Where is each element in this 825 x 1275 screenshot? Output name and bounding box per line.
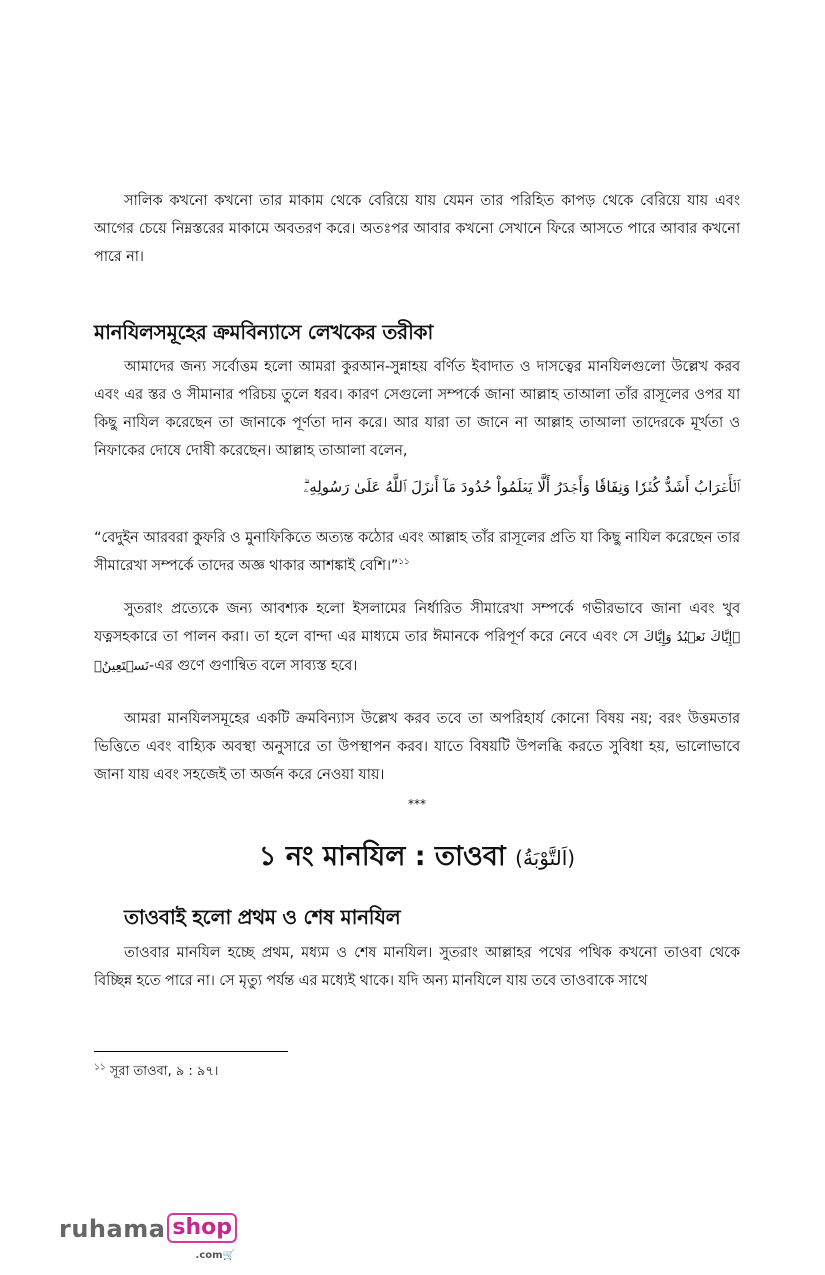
section-heading-tawba-first: তাওবাই হলো প্রথম ও শেষ মানযিল xyxy=(124,905,401,929)
paragraph-verse-translation xyxy=(94,524,740,580)
paragraph-boundaries xyxy=(94,595,740,681)
footnote-divider xyxy=(94,1051,288,1052)
paragraph-text-end: -এর গুণে গুণান্বিত বলে সাব্যস্ত হবে। xyxy=(148,657,358,674)
footnote xyxy=(94,1062,218,1083)
paragraph-best-approach: আমাদের জন্য সর্বোত্তম হলো আমরা কুরআন-সুন্নাহয় বর্ণিত ইবাদাত ও দাসত্বের মানযিলগুলো উল্লেখ করব এবং এর স্তর ও সীমানার পরিচয় তুলে ধরব। কারণ সেগুলো সম্পর্কে জানা আল্লাহ তাআলা তাঁর রাসূলের ওপর যা কিছু নাযিল করেছেন তা জানাকে পূর্ণতা দান করে। আর যারা তা জানে না আল্লাহ তাআলা তাদেরকে মূর্খতা ও নিফাকের দোষে দোষী করেছেন। আল্লাহ তাআলা বলেন, xyxy=(94,358,740,459)
logo-text-shop xyxy=(167,1213,237,1261)
chapter-title-arabic: (اَلتَّوْبَةُ) xyxy=(515,846,576,870)
translation-text: “বেদুইন আরবরা কুফরি ও মুনাফিকিতে অত্যন্ত কঠোর এবং আল্লাহ তাঁর রাসূলের প্রতি যা কিছু নাযিল করেছেন তার সীমারেখা সম্পর্কে তাদের অজ্ঞ থাকার আশঙ্কাই বেশি।” xyxy=(94,529,740,574)
paragraph-order: আমরা মানযিলসমূহের একটি ক্রমবিন্যাস উল্লেখ করব তবে তা অপরিহার্য কোনো বিষয় নয়; বরং উত্তমতার ভিত্তিতে এবং বাহ্যিক অবস্থা অনুসারে তা উপস্থাপন করব। যাতে বিষয়টি উপলব্ধি করতে সুবিধা হয়, ভালোভাবে জানা যায় এবং সহজেই তা অর্জন করে নেওয়া যায়। xyxy=(94,710,740,783)
ruhamashop-logo xyxy=(59,1213,237,1261)
arabic-quote: ﴿إِيَّاكَ نَعۡبُدُ وَإِيَّاكَ نَسۡتَعِينُ﴾ xyxy=(94,630,740,674)
section-separator: *** xyxy=(408,797,426,811)
footnote-text: সূরা তাওবা, ৯ : ৯৭। xyxy=(109,1064,219,1079)
section-heading-author-method: মানযিলসমূহের ক্রমবিন্যাসে লেখকের তরীকা xyxy=(94,320,434,344)
cart-icon: 🛒 xyxy=(222,1250,236,1261)
footnote-ref[interactable]: ১১ xyxy=(398,557,410,568)
chapter-title xyxy=(94,836,740,881)
footnote-number: ১১ xyxy=(94,1062,106,1073)
logo-domain xyxy=(196,1243,235,1269)
logo-shop-word: shop xyxy=(172,1215,233,1240)
paragraph-text: সুতরাং প্রত্যেকে জন্য আবশ্যক হলো ইসলামের নির্ধারিত সীমারেখা সম্পর্কে গভীরভাবে জানা এবং খুব যত্নসহকারে তা পালন করা। তা হলে বান্দা এর মাধ্যমে তার ঈমানকে পরিপূর্ণ করে নেবে এবং সে xyxy=(94,600,740,645)
chapter-title-text: ১ নং মানযিল : তাওবা xyxy=(258,841,506,872)
paragraph-salik: সালিক কখনো কখনো তার মাকাম থেকে বেরিয়ে যায় যেমন তার পরিহিত কাপড় থেকে বেরিয়ে যায় এবং আগের চেয়ে নিম্নস্তরের মাকামে অবতরণ করে। অতঃপর আবার কখনো সেখানে ফিরে আসতে পারে আবার কখনো পারে না। xyxy=(94,192,740,265)
quran-verse: ٱلۡأَعۡرَابُ أَشَدُّ كُفۡرٗا وَنِفَاقٗا وَأَجۡدَرُ أَلَّا يَعۡلَمُواْ حُدُودَ مَآ أَنزَلَ ٱللَّهُ عَلَىٰ رَسُولِهِۦۗ xyxy=(303,478,740,496)
logo-com: .com xyxy=(195,1250,223,1261)
paragraph-tawba: তাওবার মানযিল হচ্ছে প্রথম, মধ্যম ও শেষ মানযিল। সুতরাং আল্লাহর পথের পথিক কখনো তাওবা থেকে বিচ্ছিন্ন হতে পারে না। সে মৃত্যু পর্যন্ত এর মধ্যেই থাকে। যদি অন্য মানযিলে যায় তবে তাওবাকে সাথে xyxy=(94,944,740,989)
logo-text-ruhama: ruhama xyxy=(59,1215,166,1243)
